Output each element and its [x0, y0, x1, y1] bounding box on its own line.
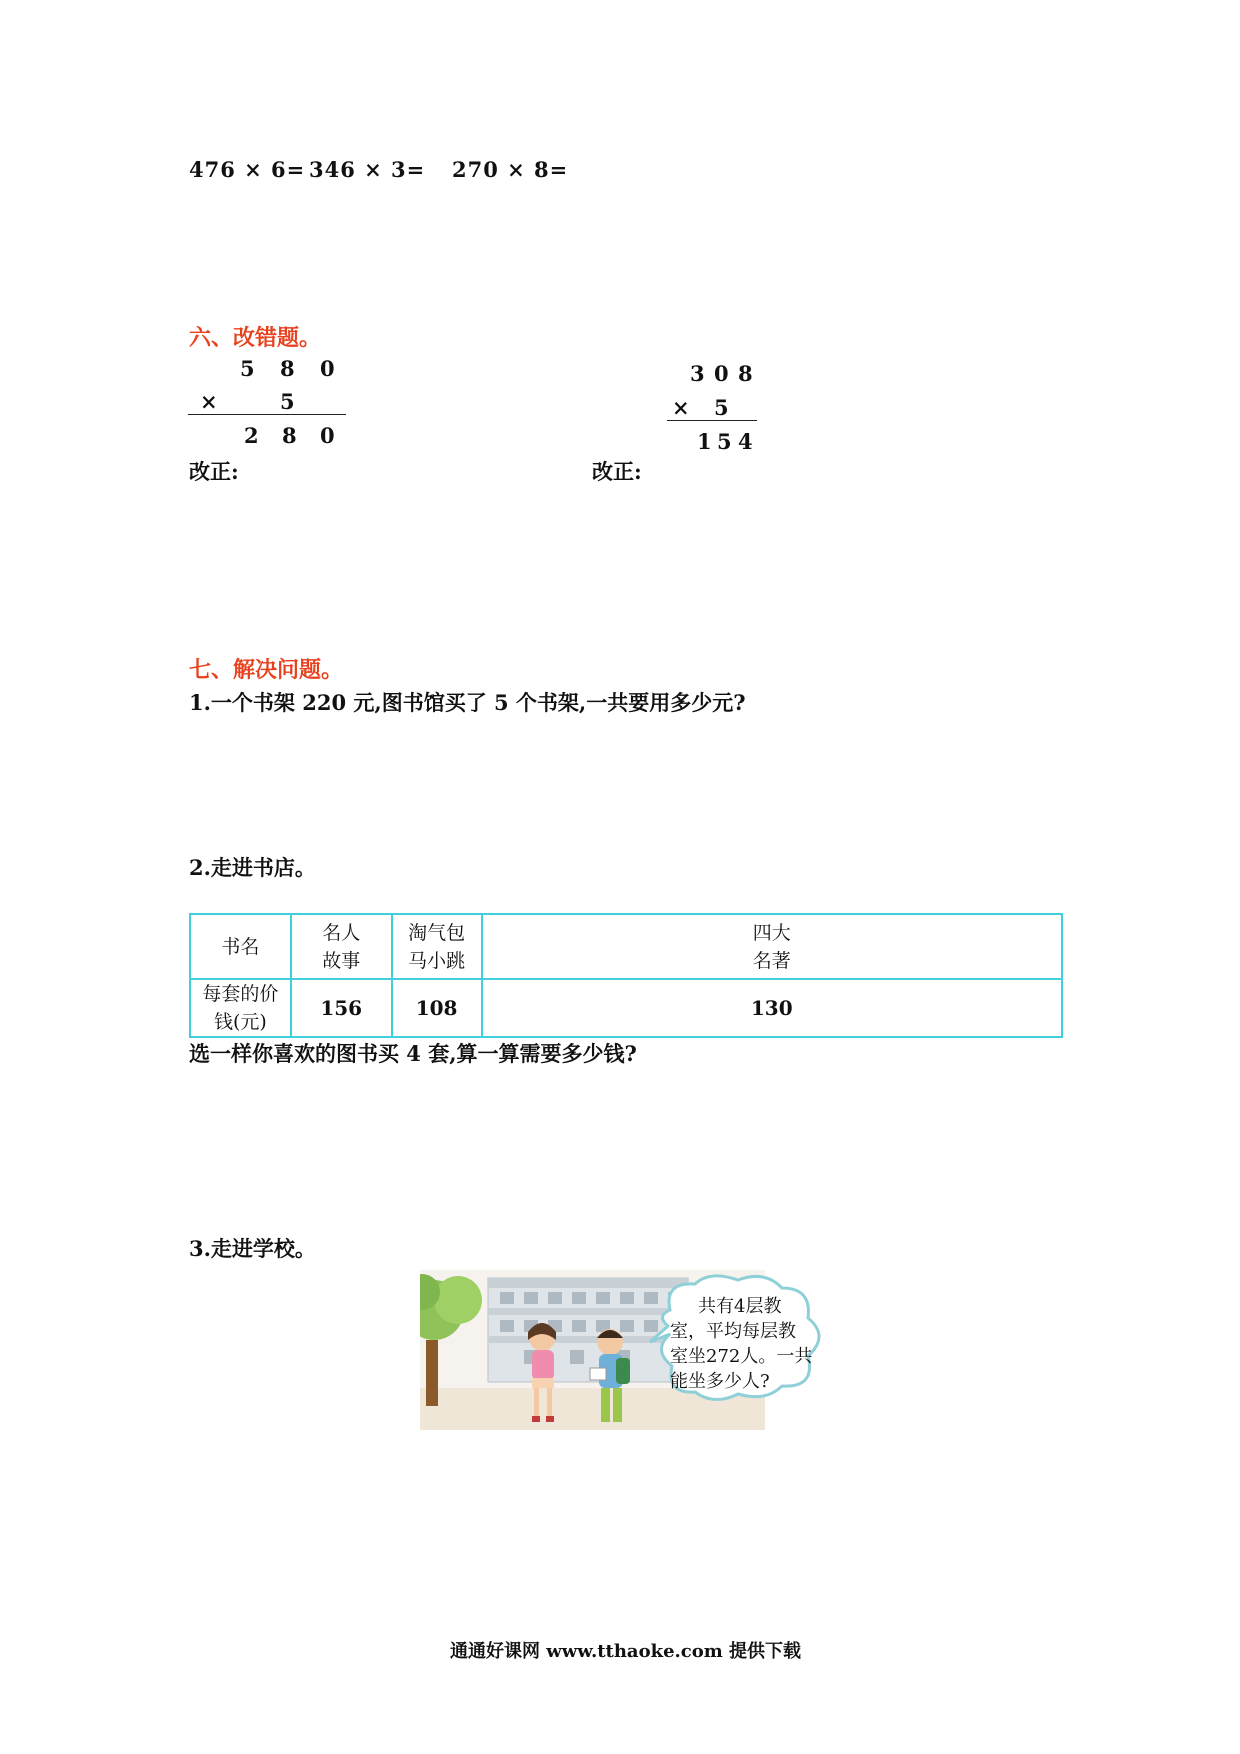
p1-multiplier: 5 — [280, 389, 295, 414]
header-label: 书名 — [221, 935, 260, 958]
question-2-text: 选一样你喜欢的图书买 4 套,算一算需要多少钱? — [189, 1041, 637, 1066]
footer-credit: 通通好课网 www.tthaoke.com 提供下载 — [450, 1641, 802, 1662]
book-cell-3 — [482, 914, 1063, 979]
price-label-cell — [190, 979, 291, 1037]
book-3-line-1: 四大 — [752, 921, 791, 944]
book-1-line-2: 故事 — [322, 949, 361, 972]
p1-top-digit-1: 5 — [240, 356, 255, 381]
price-cell-2: 108 — [392, 979, 482, 1037]
book-1-line-1: 名人 — [322, 921, 361, 944]
header-label-cell — [190, 914, 291, 979]
p1-result-digit-3: 0 — [320, 423, 335, 448]
p2-top-digit-3: 8 — [738, 361, 753, 386]
p1-rule — [188, 414, 346, 415]
section-7-title: 七、解决问题。 — [189, 657, 344, 683]
price-cell-3: 130 — [482, 979, 1063, 1037]
p1-top-digit-2: 8 — [280, 356, 295, 381]
speech-line-4: 能坐多少人? — [670, 1371, 770, 1392]
bookstore-table — [189, 913, 1063, 1038]
speech-line-1: 共有4层教 — [698, 1296, 782, 1317]
calc-item-1: 476 × 6= — [189, 157, 306, 182]
school-illustration — [420, 1270, 836, 1433]
p2-multiplier: 5 — [714, 395, 729, 420]
p1-fix-label: 改正: — [189, 459, 239, 484]
p1-result-digit-1: 2 — [244, 423, 259, 448]
question-2-title: 2.走进书店。 — [189, 855, 316, 880]
book-cell-2 — [392, 914, 482, 979]
p2-top-digit-2: 0 — [714, 361, 729, 386]
book-2-line-1: 淘气包 — [408, 921, 466, 944]
p2-fix-label: 改正: — [592, 459, 642, 484]
p2-result-digit-3: 4 — [738, 429, 753, 454]
book-cell-1 — [291, 914, 392, 979]
speech-line-3: 室坐272人。一共 — [670, 1346, 813, 1367]
question-1: 1.一个书架 220 元,图书馆买了 5 个书架,一共要用多少元? — [189, 690, 746, 715]
p2-operator: × — [672, 395, 690, 420]
p1-result-digit-2: 8 — [282, 423, 297, 448]
book-3-line-2: 名著 — [752, 949, 791, 972]
p2-result-digit-2: 5 — [717, 429, 732, 454]
calc-item-3: 270 × 8= — [452, 157, 569, 182]
calc-item-2: 346 × 3= — [309, 157, 426, 182]
question-3-title: 3.走进学校。 — [189, 1236, 316, 1261]
price-cell-1: 156 — [291, 979, 392, 1037]
price-label-line-1: 每套的价 — [202, 983, 279, 1005]
book-2-line-2: 马小跳 — [408, 949, 466, 972]
p2-rule — [667, 420, 757, 421]
school-building — [488, 1278, 688, 1382]
price-label-line-2: 钱(元) — [213, 1011, 267, 1033]
p2-top-digit-1: 3 — [690, 361, 705, 386]
section-6-title: 六、改错题。 — [189, 325, 322, 351]
p1-operator: × — [200, 389, 218, 414]
p2-result-digit-1: 1 — [697, 429, 712, 454]
p1-top-digit-3: 0 — [320, 356, 335, 381]
speech-line-2: 室，平均每层教 — [670, 1321, 796, 1342]
